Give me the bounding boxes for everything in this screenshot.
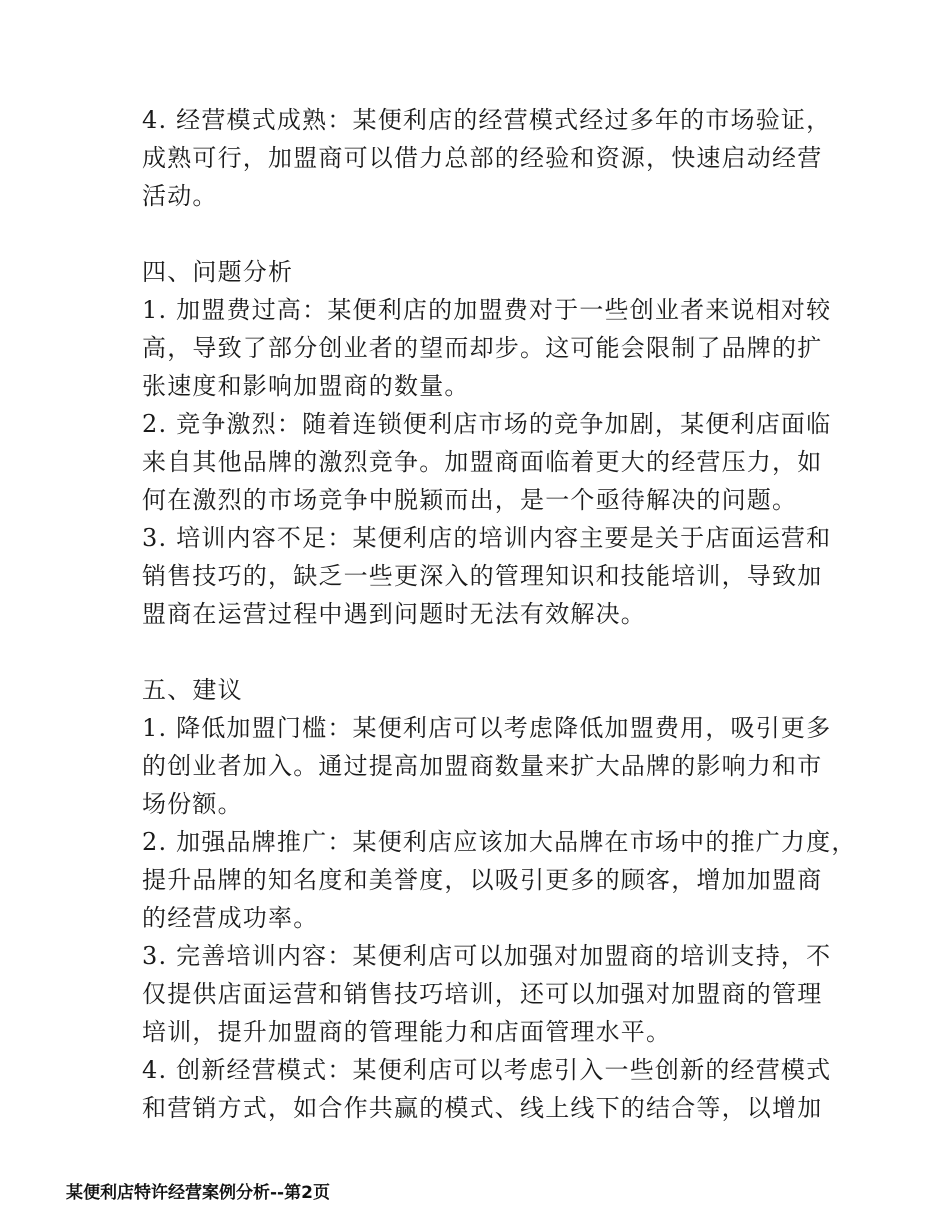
- list-item: [142, 291, 832, 405]
- text-line: 2. 竞争激烈：随着连锁便利店市场的竞争加剧，某便利店面临: [142, 410, 832, 438]
- page-footer: 某便利店特许经营案例分析--第2页: [66, 1183, 330, 1203]
- text-line: 4. 经营模式成熟：某便利店的经营模式经过多年的市场验证，: [142, 106, 832, 134]
- text-line: 3. 培训内容不足：某便利店的培训内容主要是关于店面运营和: [142, 524, 832, 552]
- document-body: [142, 101, 857, 1127]
- list-item: [142, 823, 857, 937]
- text-line: 仅提供店面运营和销售技巧培训，还可以加强对加盟商的管理: [142, 980, 823, 1008]
- list-item: [142, 937, 832, 1051]
- list-item: [142, 101, 832, 215]
- text-line: 张速度和影响加盟商的数量。: [142, 372, 470, 400]
- text-line: 的创业者加入。通过提高加盟商数量来扩大品牌的影响力和市: [142, 752, 823, 780]
- text-line: 4. 创新经营模式：某便利店可以考虑引入一些创新的经营模式: [142, 1056, 832, 1084]
- text-line: 的经营成功率。: [142, 904, 319, 932]
- text-line: 销售技巧的，缺乏一些更深入的管理知识和技能培训，导致加: [142, 562, 823, 590]
- text-line: 何在激烈的市场竞争中脱颖而出，是一个亟待解决的问题。: [142, 486, 798, 514]
- text-line: 培训，提升加盟商的管理能力和店面管理水平。: [142, 1018, 672, 1046]
- section-heading-suggestions: 五、建议: [142, 676, 243, 704]
- list-item: [142, 405, 832, 519]
- text-line: 3. 完善培训内容：某便利店可以加强对加盟商的培训支持，不: [142, 942, 832, 970]
- list-item: [142, 709, 832, 823]
- text-line: 2. 加强品牌推广：某便利店应该加大品牌在市场中的推广力度，: [142, 828, 857, 856]
- text-line: 1. 加盟费过高：某便利店的加盟费对于一些创业者来说相对较: [142, 296, 832, 324]
- text-line: 提升品牌的知名度和美誉度，以吸引更多的顾客，增加加盟商: [142, 866, 823, 894]
- list-item: [142, 1051, 832, 1127]
- section-heading-problem-analysis: 四、问题分析: [142, 258, 294, 286]
- text-line: 来自其他品牌的激烈竞争。加盟商面临着更大的经营压力，如: [142, 448, 823, 476]
- text-line: 活动。: [142, 182, 218, 210]
- text-line: 盟商在运营过程中遇到问题时无法有效解决。: [142, 600, 646, 628]
- text-line: 场份额。: [142, 790, 243, 818]
- text-line: 成熟可行，加盟商可以借力总部的经验和资源，快速启动经营: [142, 144, 823, 172]
- text-line: 1. 降低加盟门槛：某便利店可以考虑降低加盟费用，吸引更多: [142, 714, 832, 742]
- list-item: [142, 519, 832, 633]
- text-line: 高，导致了部分创业者的望而却步。这可能会限制了品牌的扩: [142, 334, 823, 362]
- text-line: 和营销方式，如合作共赢的模式、线上线下的结合等，以增加: [142, 1094, 823, 1122]
